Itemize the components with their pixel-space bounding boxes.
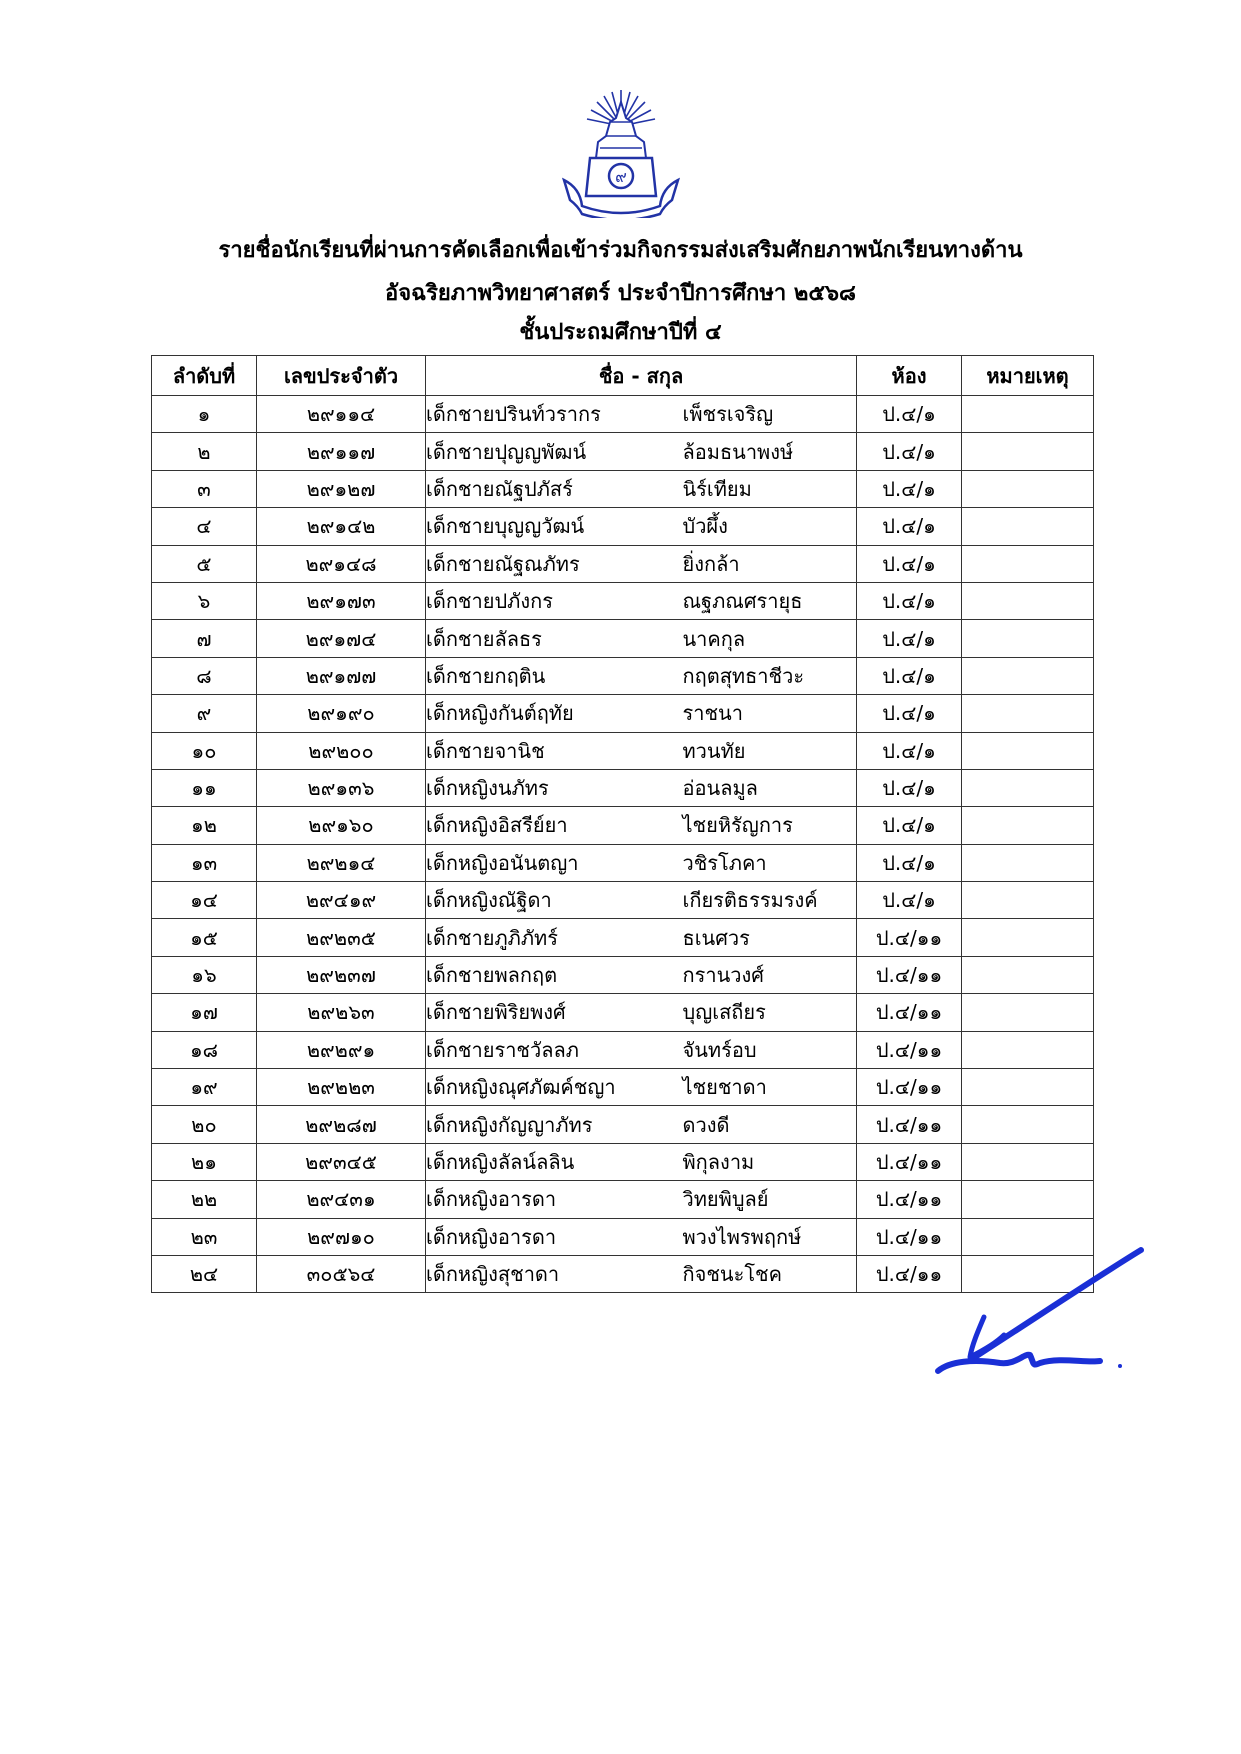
table-row — [152, 732, 1094, 769]
cell-first-name: เด็กหญิงณุศภัฒค์ชญา — [426, 1069, 683, 1106]
table-row — [152, 807, 1094, 844]
cell-room: ป.๔/๑ — [857, 433, 962, 470]
cell-surname: นิร์เทียม — [683, 470, 857, 507]
cell-note — [962, 582, 1094, 619]
cell-note — [962, 882, 1094, 919]
cell-first-name: เด็กชายลัลธร — [426, 620, 683, 657]
cell-surname: จันทร์อบ — [683, 1031, 857, 1068]
cell-no: ๑๕ — [152, 919, 257, 956]
cell-note — [962, 470, 1094, 507]
cell-room: ป.๔/๑ — [857, 657, 962, 694]
cell-no: ๑๑ — [152, 769, 257, 806]
cell-no: ๒ — [152, 433, 257, 470]
cell-note — [962, 545, 1094, 582]
cell-surname: ล้อมธนาพงษ์ — [683, 433, 857, 470]
cell-surname: กฤตสุทธาชีวะ — [683, 657, 857, 694]
cell-no: ๒๓ — [152, 1218, 257, 1255]
cell-note — [962, 695, 1094, 732]
cell-room: ป.๔/๑๑ — [857, 919, 962, 956]
cell-student-id: ๒๙๑๓๖ — [257, 769, 426, 806]
svg-text:๙: ๙ — [615, 167, 627, 186]
cell-first-name: เด็กหญิงอนันตญา — [426, 844, 683, 881]
cell-surname: พิกุลงาม — [683, 1143, 857, 1180]
cell-surname: ทวนทัย — [683, 732, 857, 769]
cell-note — [962, 769, 1094, 806]
cell-room: ป.๔/๑ — [857, 396, 962, 433]
cell-student-id: ๒๙๒๑๔ — [257, 844, 426, 881]
cell-room: ป.๔/๑๑ — [857, 956, 962, 993]
cell-room: ป.๔/๑๑ — [857, 1181, 962, 1218]
cell-first-name: เด็กหญิงสุชาดา — [426, 1255, 683, 1292]
cell-first-name: เด็กชายปภังกร — [426, 582, 683, 619]
cell-first-name: เด็กหญิงอารดา — [426, 1181, 683, 1218]
table-row — [152, 470, 1094, 507]
cell-no: ๓ — [152, 470, 257, 507]
cell-surname: ไชยหิรัญการ — [683, 807, 857, 844]
page-subtitle-grade: ชั้นประถมศึกษาปีที่ ๔ — [519, 320, 722, 345]
cell-student-id: ๒๙๔๑๙ — [257, 882, 426, 919]
cell-first-name: เด็กชายบุญญวัฒน์ — [426, 508, 683, 545]
cell-first-name: เด็กหญิงกัญญาภัทร — [426, 1106, 683, 1143]
table-row — [152, 956, 1094, 993]
cell-note — [962, 1181, 1094, 1218]
cell-no: ๑๗ — [152, 994, 257, 1031]
column-header-id: เลขประจำตัว — [257, 356, 426, 396]
cell-surname: บัวผึ้ง — [683, 508, 857, 545]
table-row — [152, 1181, 1094, 1218]
cell-student-id: ๒๙๑๒๗ — [257, 470, 426, 507]
cell-room: ป.๔/๑ — [857, 695, 962, 732]
table-header-row — [152, 356, 1094, 396]
cell-surname: ณฐภณศรายุธ — [683, 582, 857, 619]
cell-room: ป.๔/๑๑ — [857, 1031, 962, 1068]
cell-student-id: ๒๙๑๗๓ — [257, 582, 426, 619]
cell-student-id: ๒๙๒๓๕ — [257, 919, 426, 956]
cell-student-id: ๒๙๑๗๗ — [257, 657, 426, 694]
cell-student-id: ๒๙๔๓๑ — [257, 1181, 426, 1218]
table-row — [152, 882, 1094, 919]
cell-note — [962, 620, 1094, 657]
cell-surname: ดวงดี — [683, 1106, 857, 1143]
table-row — [152, 396, 1094, 433]
cell-note — [962, 433, 1094, 470]
cell-first-name: เด็กหญิงนภัทร — [426, 769, 683, 806]
cell-no: ๒๔ — [152, 1255, 257, 1292]
cell-room: ป.๔/๑๑ — [857, 1218, 962, 1255]
table-row — [152, 433, 1094, 470]
cell-surname: ยิ่งกล้า — [683, 545, 857, 582]
table-row — [152, 695, 1094, 732]
cell-student-id: ๓๐๕๖๔ — [257, 1255, 426, 1292]
cell-no: ๔ — [152, 508, 257, 545]
cell-no: ๑๙ — [152, 1069, 257, 1106]
cell-surname: วชิรโภคา — [683, 844, 857, 881]
cell-student-id: ๒๙๒๖๓ — [257, 994, 426, 1031]
cell-surname: พวงไพรพฤกษ์ — [683, 1218, 857, 1255]
cell-first-name: เด็กชายปรินท์วรากร — [426, 396, 683, 433]
student-table — [151, 355, 1094, 1293]
cell-surname: วิทยพิบูลย์ — [683, 1181, 857, 1218]
cell-student-id: ๒๙๑๔๒ — [257, 508, 426, 545]
cell-note — [962, 994, 1094, 1031]
cell-student-id: ๒๙๑๑๔ — [257, 396, 426, 433]
table-row — [152, 769, 1094, 806]
cell-note — [962, 1069, 1094, 1106]
cell-surname: นาคกุล — [683, 620, 857, 657]
cell-no: ๒๐ — [152, 1106, 257, 1143]
cell-first-name: เด็กหญิงกันต์ฤทัย — [426, 695, 683, 732]
cell-student-id: ๒๙๒๙๑ — [257, 1031, 426, 1068]
cell-room: ป.๔/๑ — [857, 620, 962, 657]
cell-surname: บุญเสถียร — [683, 994, 857, 1031]
cell-surname: ไชยชาดา — [683, 1069, 857, 1106]
cell-no: ๙ — [152, 695, 257, 732]
cell-room: ป.๔/๑ — [857, 582, 962, 619]
cell-note — [962, 956, 1094, 993]
cell-no: ๘ — [152, 657, 257, 694]
cell-no: ๑๐ — [152, 732, 257, 769]
cell-no: ๒๑ — [152, 1143, 257, 1180]
cell-first-name: เด็กชายปุญญพัฒน์ — [426, 433, 683, 470]
cell-note — [962, 508, 1094, 545]
cell-first-name: เด็กชายพิริยพงศ์ — [426, 994, 683, 1031]
cell-no: ๒๒ — [152, 1181, 257, 1218]
cell-room: ป.๔/๑ — [857, 732, 962, 769]
cell-note — [962, 844, 1094, 881]
cell-surname: กรานวงศ์ — [683, 956, 857, 993]
table-row — [152, 620, 1094, 657]
table-row — [152, 508, 1094, 545]
cell-student-id: ๒๙๒๒๓ — [257, 1069, 426, 1106]
page-title-line-1: รายชื่อนักเรียนที่ผ่านการคัดเลือกเพื่อเข้าร่วมกิจกรรมส่งเสริมศักยภาพนักเรียนทางด้าน — [218, 238, 1023, 263]
table-row — [152, 1106, 1094, 1143]
cell-room: ป.๔/๑ — [857, 508, 962, 545]
table-row — [152, 582, 1094, 619]
cell-first-name: เด็กชายพลกฤต — [426, 956, 683, 993]
cell-room: ป.๔/๑๑ — [857, 1143, 962, 1180]
cell-first-name: เด็กชายณัฐณภัทร — [426, 545, 683, 582]
column-header-note: หมายเหตุ — [962, 356, 1094, 396]
cell-room: ป.๔/๑๑ — [857, 1069, 962, 1106]
cell-room: ป.๔/๑ — [857, 769, 962, 806]
table-row — [152, 994, 1094, 1031]
table-row — [152, 1031, 1094, 1068]
cell-surname: อ่อนลมูล — [683, 769, 857, 806]
cell-note — [962, 1031, 1094, 1068]
cell-surname: เพ็ชรเจริญ — [683, 396, 857, 433]
cell-student-id: ๒๙๗๑๐ — [257, 1218, 426, 1255]
cell-first-name: เด็กหญิงอารดา — [426, 1218, 683, 1255]
cell-student-id: ๒๙๑๙๐ — [257, 695, 426, 732]
cell-student-id: ๒๙๒๐๐ — [257, 732, 426, 769]
page-title-line-2: อัจฉริยภาพวิทยาศาสตร์ ประจำปีการศึกษา ๒๕๖๘ — [385, 281, 856, 306]
cell-first-name: เด็กชายราชวัลลภ — [426, 1031, 683, 1068]
cell-room: ป.๔/๑ — [857, 807, 962, 844]
cell-no: ๑ — [152, 396, 257, 433]
cell-no: ๑๖ — [152, 956, 257, 993]
cell-surname: กิจชนะโชค — [683, 1255, 857, 1292]
table-body — [152, 396, 1094, 1293]
table-row — [152, 844, 1094, 881]
cell-room: ป.๔/๑ — [857, 882, 962, 919]
table-row — [152, 545, 1094, 582]
cell-first-name: เด็กชายภูภิภัทร์ — [426, 919, 683, 956]
cell-student-id: ๒๙๑๖๐ — [257, 807, 426, 844]
table-row — [152, 919, 1094, 956]
cell-no: ๖ — [152, 582, 257, 619]
cell-surname: ราชนา — [683, 695, 857, 732]
cell-no: ๑๓ — [152, 844, 257, 881]
column-header-name: ชื่อ - สกุล — [426, 356, 857, 396]
cell-no: ๑๘ — [152, 1031, 257, 1068]
cell-first-name: เด็กชายกฤติน — [426, 657, 683, 694]
cell-room: ป.๔/๑๑ — [857, 994, 962, 1031]
cell-first-name: เด็กหญิงลัลน์ลลิน — [426, 1143, 683, 1180]
table-row — [152, 657, 1094, 694]
cell-first-name: เด็กหญิงณัฐิดา — [426, 882, 683, 919]
cell-student-id: ๒๙๒๓๗ — [257, 956, 426, 993]
cell-room: ป.๔/๑ — [857, 545, 962, 582]
cell-room: ป.๔/๑๑ — [857, 1255, 962, 1292]
cell-student-id: ๒๙๓๔๕ — [257, 1143, 426, 1180]
cell-note — [962, 807, 1094, 844]
cell-room: ป.๔/๑ — [857, 844, 962, 881]
cell-first-name: เด็กชายณัฐปภัสร์ — [426, 470, 683, 507]
column-header-room: ห้อง — [857, 356, 962, 396]
cell-student-id: ๒๙๑๗๔ — [257, 620, 426, 657]
signature — [920, 1245, 1150, 1385]
cell-student-id: ๒๙๒๘๗ — [257, 1106, 426, 1143]
cell-student-id: ๒๙๑๑๗ — [257, 433, 426, 470]
cell-room: ป.๔/๑๑ — [857, 1106, 962, 1143]
column-header-no: ลำดับที่ — [152, 356, 257, 396]
table-row — [152, 1143, 1094, 1180]
cell-note — [962, 732, 1094, 769]
cell-no: ๕ — [152, 545, 257, 582]
cell-surname: เกียรติธรรมรงค์ — [683, 882, 857, 919]
table-row — [152, 1069, 1094, 1106]
cell-note — [962, 1143, 1094, 1180]
school-emblem — [560, 88, 682, 218]
cell-surname: ธเนศวร — [683, 919, 857, 956]
cell-note — [962, 919, 1094, 956]
cell-first-name: เด็กชายจานิช — [426, 732, 683, 769]
cell-first-name: เด็กหญิงอิสรีย์ยา — [426, 807, 683, 844]
cell-room: ป.๔/๑ — [857, 470, 962, 507]
cell-no: ๗ — [152, 620, 257, 657]
cell-student-id: ๒๙๑๔๘ — [257, 545, 426, 582]
cell-no: ๑๔ — [152, 882, 257, 919]
cell-note — [962, 396, 1094, 433]
cell-note — [962, 657, 1094, 694]
cell-no: ๑๒ — [152, 807, 257, 844]
cell-note — [962, 1106, 1094, 1143]
